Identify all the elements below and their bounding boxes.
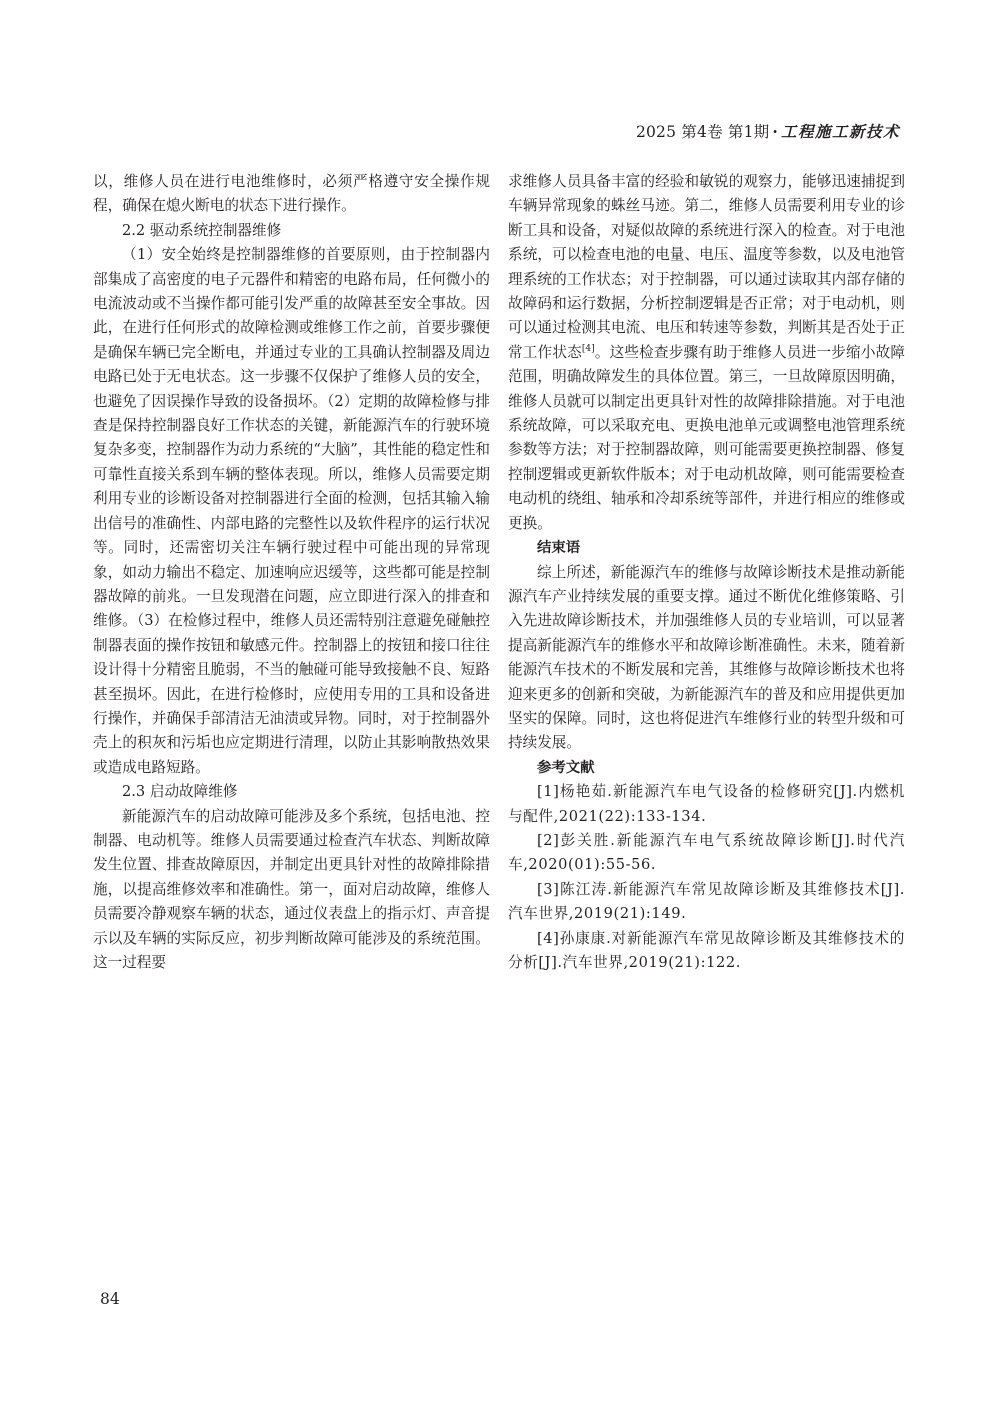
citation-superscript: [4] bbox=[581, 343, 595, 354]
left-column bbox=[93, 170, 490, 975]
header-separator: · bbox=[772, 122, 778, 141]
paragraph-text-part2: 。这些检查步骤有助于维修人员进一步缩小故障范围，明确故障发生的具体位置。第三，一旦故障原因明确，维修人员就可以制定出更具针对性的故障排除措施。对于电池系统故障，可以采取充电、更换电池单元或调整电池管理系统参数等方法；对于控制器故障，则可能需要更换控制器、修复控制逻辑或更新软件版本；对于电动机故障，则可能需要检查电动机的绕组、轴承和冷却系统等部件，并进行相应的维修或更换。 bbox=[508, 343, 905, 532]
right-column bbox=[508, 170, 905, 975]
reference-item: [2]彭关胜.新能源汽车电气系统故障诊断[J].时代汽车,2020(01):55-56. bbox=[508, 831, 905, 874]
reference-item: [1]杨艳茹.新能源汽车电气设备的检修研究[J].内燃机与配件,2021(22):133-134. bbox=[508, 783, 905, 825]
section-heading-2-2: 2.2 驱动系统控制器维修 bbox=[122, 221, 282, 239]
paragraph-controller-repair: （1）安全始终是控制器维修的首要原则，由于控制器内部集成了高密度的电子元器件和精密的电路布局，任何微小的电流波动或不当操作都可能引发严重的故障甚至安全事故。因此，在进行任何形式的故障检测或维修工作之前，首要步骤便是确保车辆已完全断电，并通过专业的工具确认控制器及周边电路已处于无电状态。这一步骤不仅保护了维修人员的安全，也避免了因误操作导致的设备损坏。（2）定期的故障检修与排查是保持控制器良好工作状态的关键，新能源汽车的行驶环境复杂多变，控制器作为动力系统的“大脑”，其性能的稳定性和可靠性直接关系到车辆的整体表现。所以，维修人员需要定期利用专业的诊断设备对控制器进行全面的检测，包括其输入输出信号的准确性、内部电路的完整性以及软件程序的运行状况等。同时，还需密切关注车辆行驶过程中可能出现的异常现象，如动力输出不稳定、加速响应迟缓等，这些都可能是控制器故障的前兆。一旦发现潜在问题，应立即进行深入的排查和维修。（3）在检修过程中，维修人员还需特别注意避免碰触控制器表面的操作按钮和敏感元件。控制器上的按钮和接口往往设计得十分精密且脆弱，不当的触碰可能导致接触不良、短路甚至损坏。因此，在进行检修时，应使用专用的工具和设备进行操作，并确保手部清洁无油渍或异物。同时，对于控制器外壳上的积灰和污垢也应定期进行清理，以防止其影响散热效果或造成电路短路。 bbox=[93, 246, 490, 776]
journal-title: 工程施工新技术 bbox=[780, 123, 900, 141]
paragraph-conclusion: 综上所述，新能源汽车的维修与故障诊断技术是推动新能源汽车产业持续发展的重要支撑。通过不断优化维修策略、引入先进故障诊断技术，并加强维修人员的专业培训，可以显著提高新能源汽车的维修水平和故障诊断准确性。未来，随着新能源汽车技术的不断发展和完善，其维修与故障诊断技术也将迎来更多的创新和突破，为新能源汽车的普及和应用提供更加坚实的保障。同时，这也将促进汽车维修行业的转型升级和可持续发展。 bbox=[508, 563, 905, 752]
paragraph-startup-repair: 新能源汽车的启动故障可能涉及多个系统，包括电池、控制器、电动机等。维修人员需要通过检查汽车状态、判断故障发生位置、排查故障原因，并制定出更具针对性的故障排除措施，以提高维修效率和准确性。第一，面对启动故障，维修人员需要冷静观察车辆的状态，通过仪表盘上的指示灯、声音提示以及车辆的实际反应，初步判断故障可能涉及的系统范围。这一过程要 bbox=[93, 807, 490, 971]
paragraph-text-part1: 求维修人员具备丰富的经验和敏锐的观察力，能够迅速捕捉到车辆异常现象的蛛丝马迹。第二，维修人员需要利用专业的诊断工具和设备，对疑似故障的系统进行深入的检查。对于电池系统，可以检查电池的电量、电压、温度等参数，以及电池管理系统的工作状态；对于控制器，可以通过读取其内部存储的故障码和运行数据，分析控制逻辑是否正常；对于电动机，则可以通过检测其电流、电压和转速等参数，判断其是否处于正常工作状态 bbox=[508, 173, 905, 361]
paragraph-startup-continued bbox=[508, 170, 905, 536]
issue-info: 2025 第4卷 第1期 bbox=[635, 123, 770, 141]
section-heading-2-3: 2.3 启动故障维修 bbox=[122, 783, 238, 801]
running-header bbox=[520, 120, 900, 142]
reference-item: [4]孙康康.对新能源汽车常见故障诊断及其维修技术的分析[J].汽车世界,2019(21):122. bbox=[508, 929, 905, 971]
reference-item: [3]陈江涛.新能源汽车常见故障诊断及其维修技术[J].汽车世界,2019(21):149. bbox=[508, 880, 905, 923]
paragraph-continuation: 以，维修人员在进行电池维修时，必须严格遵守安全操作规程，确保在熄火断电的状态下进行操作。 bbox=[93, 173, 490, 215]
conclusion-heading: 结束语 bbox=[537, 540, 581, 557]
references-heading: 参考文献 bbox=[537, 759, 595, 776]
page-number: 84 bbox=[100, 1290, 120, 1308]
